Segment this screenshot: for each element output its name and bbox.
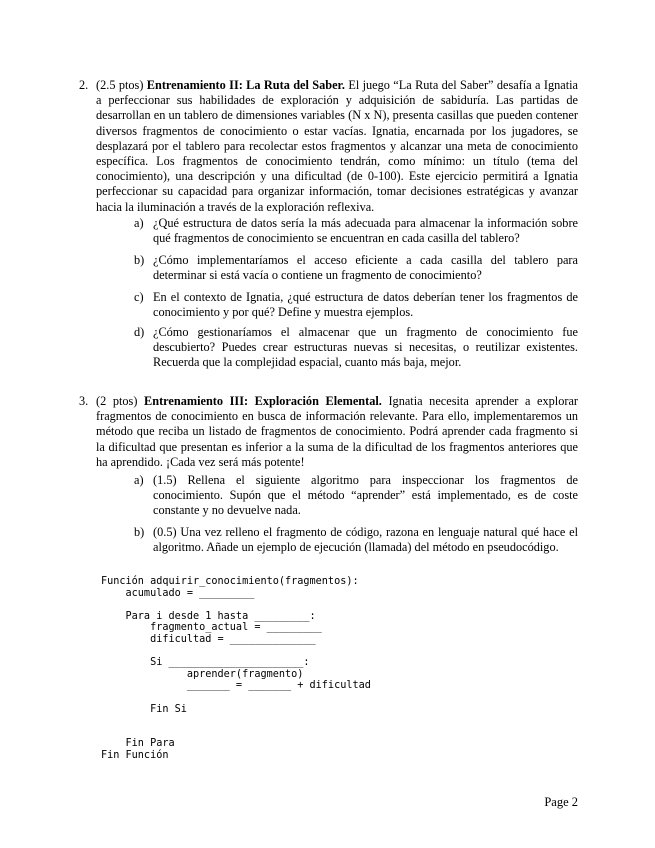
question-3-body: Ignatia necesita aprender a explorar fragmentos de conocimiento en busca de información relevante. Para ello, implementaremos un método que reciba un listado de fragmentos de conocimiento. Podrá aprender cada fragmento si la dificultad que presentan es inferior a la suma de la dificultad de los fragmentos anteriores que ha aprendido. ¡Cada vez será más potente! [96,394,578,469]
page-number: Page 2 [544,795,578,809]
question-2-number: 2. [79,78,89,92]
sub-text: ¿Cómo gestionaríamos el almacenar que un fragmento de conocimiento fue descubierto? Puedes crear estructuras nuevas si necesitas, o reutilizar existentes. Recuerda que la complejidad espacial, cuanto más baja, mejor. [153,325,578,370]
sub-text: ¿Cómo implementaríamos el acceso eficiente a cada casilla del tablero para determinar si está vacía o contiene un fragmento de conocimiento? [153,253,578,283]
question-2-body: El juego “La Ruta del Saber” desafía a Ignatia a perfeccionar sus habilidades de exploración y adquisición de sabiduría. Las partidas de desarrollan en un tablero de dimensiones variables (N x N), presenta casillas que pueden contener diversos fragmentos de conocimiento o estar vacías. Ignatia, encarnada por los jugadores, se desplazará por el tablero para recolectar estos fragmentos y alcanzar una meta de conocimiento específica. Los fragmentos de conocimiento tendrán, como mínimo: un título (tema del conocimiento), una descripción y una dificultad (de 0-100). Este ejercicio permitirá a Ignatia perfeccionar su capacidad para organizar información, tomar decisiones estratégicas y avanzar hacia la iluminación a través de la exploración reflexiva. [96,78,578,214]
question-3-number: 3. [79,394,89,408]
question-3-paragraph [96,394,578,470]
sub-label: b) [134,253,145,267]
question-2 [79,78,578,215]
question-3-title: Entrenamiento III: Exploración Elemental. [144,394,382,408]
sub-text: En el contexto de Ignatia, ¿qué estructura de datos deberían tener los fragmentos de conocimiento y por qué? Define y muestra ejemplos. [153,290,578,320]
pseudocode-block: Función adquirir_conocimiento(fragmentos): acumulado = _________ Para i desde 1 hasta _________: fragmento_actual = _________ dificultad = ______________ Si ______________________: aprender(fragmento) _______ = _______ + dificultad Fin Si Fin Para Fin Función [101,576,371,761]
question-2-sub-b [134,253,578,283]
question-2-sub-c [134,290,578,320]
question-3-sub-a [134,473,578,519]
question-3 [79,394,578,470]
sub-label: a) [134,473,144,487]
sub-text: (1.5) Rellena el siguiente algoritmo para inspeccionar los fragmentos de conocimiento. Supón que el método “aprender” está implementado, es de coste constante y no devuelve nada. [153,473,578,518]
question-2-sub-d [134,325,578,371]
sub-label: d) [134,325,145,339]
sub-label: b) [134,525,145,539]
question-2-title: Entrenamiento II: La Ruta del Saber. [146,78,345,92]
question-3-sub-b [134,525,578,555]
sub-label: a) [134,216,144,230]
question-2-paragraph [96,78,578,215]
question-2-sub-a [134,216,578,246]
question-3-points: (2 ptos) [96,394,138,408]
question-2-points: (2.5 ptos) [96,78,144,92]
sub-label: c) [134,290,144,304]
sub-text: ¿Qué estructura de datos sería la más adecuada para almacenar la información sobre qué fragmentos de conocimiento se encuentran en cada casilla del tablero? [153,216,578,246]
sub-text: (0.5) Una vez relleno el fragmento de código, razona en lenguaje natural qué hace el algoritmo. Añade un ejemplo de ejecución (llamada) del método en pseudocódigo. [153,525,578,555]
